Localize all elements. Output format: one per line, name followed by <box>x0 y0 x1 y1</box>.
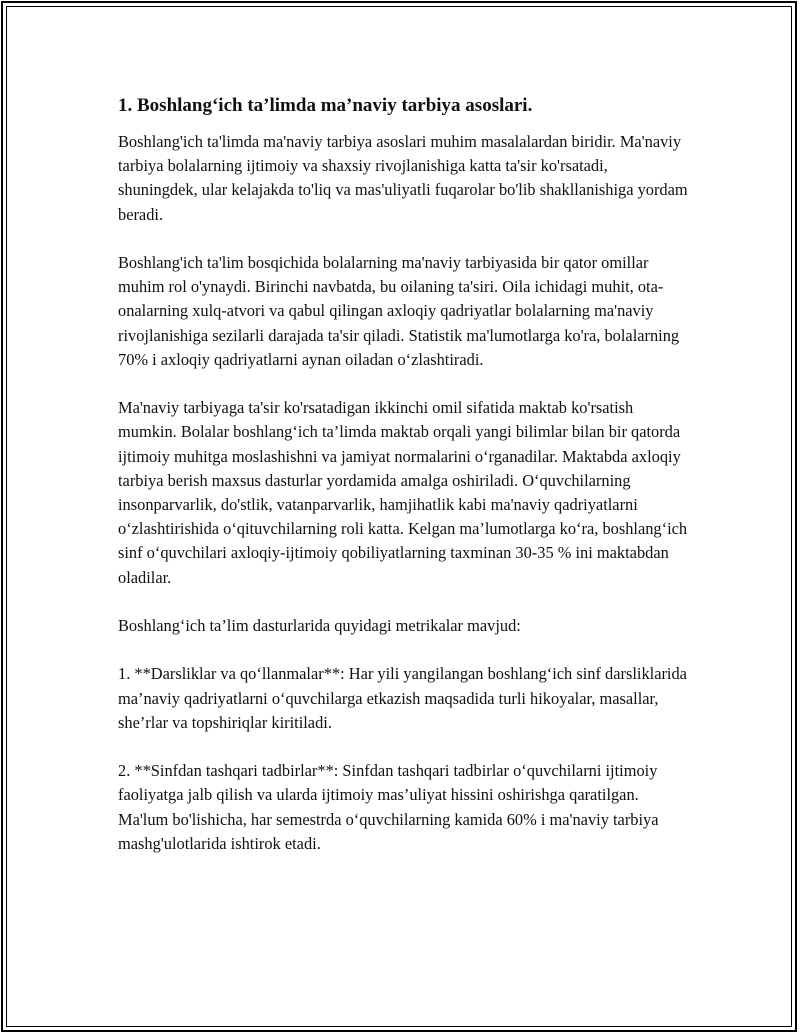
document-body <box>118 92 688 880</box>
paragraph-school-influence: Ma'naviy tarbiyaga ta'sir ko'rsatadigan ikkinchi omil sifatida maktab ko'rsatish mumkin. Bolalar boshlang‘ich ta’limda maktab orqali yangi bilimlar bilan bir qatorda ijtimoiy muhitga moslashishni va jamiyat normalarini o‘rganadilar. Maktabda axloqiy tarbiya berish maxsus dasturlar yordamida amalga oshiriladi. O‘quvchilarning insonparvarlik, do'stlik, vatanparvarlik, hamjihatlik kabi ma'naviy qadriyatlarni o‘zlashtirishida o‘qituvchilarning roli katta. Kelgan ma’lumotlarga ko‘ra, boshlang‘ich sinf o‘quvchilari axloqiy-ijtimoiy qobiliyatlarning taxminan 30-35 % ini maktabdan oladilar. <box>118 398 688 587</box>
paragraph-intro: Boshlang'ich ta'limda ma'naviy tarbiya asoslari muhim masalalardan biridir. Ma'naviy tarbiya bolalarning ijtimoiy va shaxsiy rivojlanishiga katta ta'sir ko'rsatadi, shuningdek, ular kelajakda to'liq va mas'uliyatli fuqarolar bo'lib shakllanishiga yordam beradi. <box>118 132 688 224</box>
paragraph-metric-extracurricular: 2. **Sinfdan tashqari tadbirlar**: Sinfdan tashqari tadbirlar o‘quvchilarni ijtimoiy faoliyatga jalb qilish va ularda ijtimoiy mas’uliyat hissini oshirishga qaratilgan. Ma'lum bo'lishicha, har semestrda o‘quvchilarning kamida 60% i ma'naviy tarbiya mashg'ulotlarida ishtirok etadi. <box>118 761 659 853</box>
paragraph-family-influence: Boshlang'ich ta'lim bosqichida bolalarning ma'naviy tarbiyasida bir qator omillar muhim rol o'ynaydi. Birinchi navbatda, bu oilaning ta'siri. Oila ichidagi muhit, ota-onalarning xulq-atvori va qabul qilingan axloqiy qadriyatlar bolalarning ma'naviy rivojlanishiga sezilarli darajada ta'sir qiladi. Statistik ma'lumotlarga ko'ra, bolalarning 70% i axloqiy qadriyatlarni aynan oiladan o‘zlashtiradi. <box>118 253 680 369</box>
paragraph-metric-textbooks: 1. **Darsliklar va qo‘llanmalar**: Har yili yangilangan boshlang‘ich sinf darsliklarida ma’naviy qadriyatlarni o‘quvchilarga etkazish maqsadida turli hikoyalar, masallar, she’rlar va topshiriqlar kiritiladi. <box>118 664 687 732</box>
section-heading: 1. Boshlang‘ich ta’limda ma’naviy tarbiya asoslari. <box>118 95 533 116</box>
paragraph-metrics-intro: Boshlang‘ich ta’lim dasturlarida quyidagi metrikalar mavjud: <box>118 616 521 636</box>
